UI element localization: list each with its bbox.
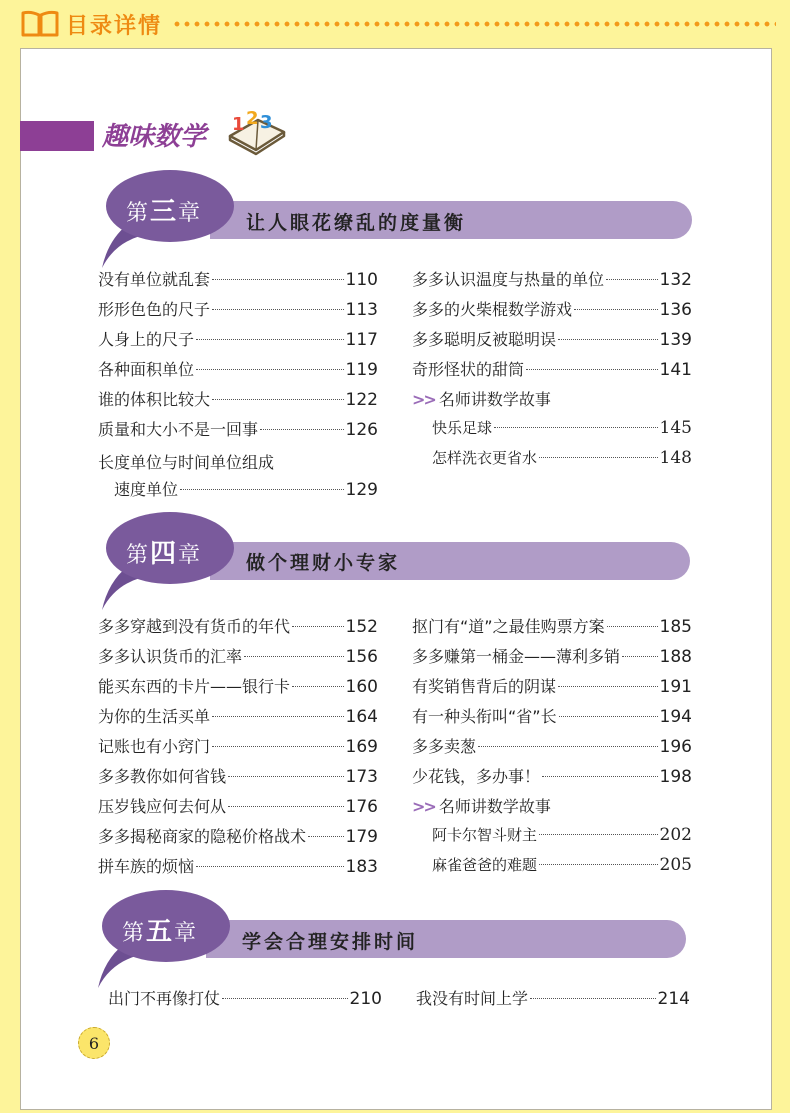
- toc-entry[interactable]: 形形色色的尺子 113: [98, 300, 378, 320]
- toc-entry[interactable]: 速度单位 129: [114, 480, 378, 500]
- toc-entry[interactable]: 多多聪明反被聪明误 139: [412, 330, 692, 350]
- top-header: [0, 0, 790, 48]
- toc-entry[interactable]: 压岁钱应何去何从 176: [98, 797, 378, 817]
- toc-entry[interactable]: 能买东西的卡片——银行卡 160: [98, 677, 378, 697]
- toc-entry[interactable]: 各种面积单位 119: [98, 360, 378, 380]
- toc-entry-line1[interactable]: 长度单位与时间单位组成: [98, 453, 275, 472]
- story-entry[interactable]: 快乐足球 145: [432, 418, 692, 438]
- art-digit-2: 2: [246, 108, 259, 129]
- open-book-icon: [20, 9, 60, 39]
- double-chevron-icon: >>: [412, 390, 435, 409]
- toc-entry[interactable]: 记账也有小窍门 169: [98, 737, 378, 757]
- art-digit-3: 3: [260, 112, 273, 133]
- story-header: >> 名师讲数学故事: [412, 390, 551, 409]
- toc-entry[interactable]: 质量和大小不是一回事 126: [98, 420, 378, 440]
- toc-entry[interactable]: 多多赚第一桶金——薄利多销 188: [412, 647, 692, 667]
- toc-entry[interactable]: 谁的体积比较大 122: [98, 390, 378, 410]
- header-title: 目录详情: [66, 14, 163, 39]
- chapter-5-name: 学会合理安排时间: [242, 931, 419, 953]
- open-book-123-icon: [222, 106, 292, 156]
- page-number-badge: 6: [78, 1027, 110, 1059]
- chapter-4-name: 做个理财小专家: [246, 552, 401, 574]
- section-band: [20, 121, 94, 151]
- toc-entry[interactable]: 有一种头衔叫“省”长 194: [412, 707, 692, 727]
- chapter-3-name: 让人眼花缭乱的度量衡: [246, 212, 467, 234]
- toc-entry[interactable]: 少花钱，多办事！ 198: [412, 767, 692, 787]
- double-chevron-icon: >>: [412, 797, 435, 816]
- chapter-3-label: 第三章: [126, 197, 203, 227]
- toc-entry[interactable]: 多多的火柴棍数学游戏 136: [412, 300, 692, 320]
- toc-entry[interactable]: 多多揭秘商家的隐秘价格战术 179: [98, 827, 378, 847]
- story-entry[interactable]: 阿卡尔智斗财主 202: [432, 825, 692, 845]
- toc-entry[interactable]: 我没有时间上学 214: [416, 989, 690, 1009]
- story-entry[interactable]: 麻雀爸爸的难题 205: [432, 855, 692, 875]
- toc-entry[interactable]: 多多认识货币的汇率 156: [98, 647, 378, 667]
- toc-entry[interactable]: 为你的生活买单 164: [98, 707, 378, 727]
- toc-entry[interactable]: 抠门有“道”之最佳购票方案 185: [412, 617, 692, 637]
- toc-entry[interactable]: 多多穿越到没有货币的年代 152: [98, 617, 378, 637]
- toc-entry[interactable]: 多多认识温度与热量的单位 132: [412, 270, 692, 290]
- toc-entry[interactable]: 有奖销售背后的阴谋 191: [412, 677, 692, 697]
- toc-entry[interactable]: 拼车族的烦恼 183: [98, 857, 378, 877]
- story-entry[interactable]: 怎样洗衣更省水 148: [432, 448, 692, 468]
- toc-entry[interactable]: 没有单位就乱套 110: [98, 270, 378, 290]
- story-header: >> 名师讲数学故事: [412, 797, 551, 816]
- art-digit-1: 1: [232, 114, 245, 135]
- chapter-4-label: 第四章: [126, 539, 203, 569]
- header-dotted-line: [172, 21, 776, 27]
- toc-entry[interactable]: 多多卖葱 196: [412, 737, 692, 757]
- toc-entry[interactable]: 多多教你如何省钱 173: [98, 767, 378, 787]
- toc-entry[interactable]: 出门不再像打仗 210: [108, 989, 382, 1009]
- toc-entry[interactable]: 人身上的尺子 117: [98, 330, 378, 350]
- toc-entry[interactable]: 奇形怪状的甜筒 141: [412, 360, 692, 380]
- section-title: 趣味数学: [102, 122, 207, 152]
- chapter-5-label: 第五章: [122, 917, 199, 947]
